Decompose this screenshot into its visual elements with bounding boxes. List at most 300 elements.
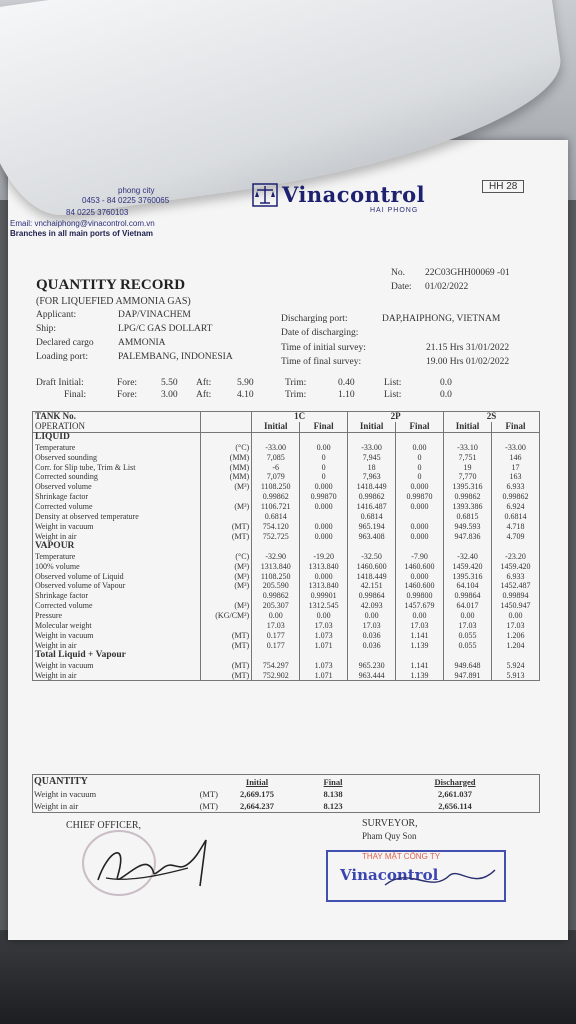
table-row: [33, 512, 540, 522]
empty-cell: [491, 542, 539, 552]
table-cell: 0.99862: [252, 492, 300, 502]
page-title: QUANTITY RECORD: [36, 277, 186, 293]
empty-cell: [252, 651, 300, 661]
row-label: Weight in air: [33, 641, 201, 651]
table-cell: 18: [348, 463, 396, 473]
table-cell: -33.00: [252, 443, 300, 453]
tank-2s: 2S: [444, 412, 540, 422]
table-cell: 1.073: [300, 631, 348, 641]
table-cell: 19: [444, 463, 492, 473]
table-cell: 17: [491, 463, 539, 473]
summary-row: [33, 788, 540, 800]
table-cell: 0.055: [444, 631, 492, 641]
row-label: Temperature: [33, 443, 201, 453]
table-cell: 0.000: [300, 532, 348, 542]
loading-port-value: PALEMBANG, INDONESIA: [118, 352, 233, 362]
table-cell: 1457.679: [396, 601, 444, 611]
table-row: [33, 601, 540, 611]
form-number: HH 28: [482, 180, 524, 193]
table-cell: 0.000: [396, 572, 444, 582]
list-final: 0.0: [440, 390, 452, 400]
table-cell: 17.03: [300, 621, 348, 631]
table-cell: 64.017: [444, 601, 492, 611]
table-row: [33, 443, 540, 453]
table-cell: 754.297: [252, 661, 300, 671]
table-cell: 965.194: [348, 522, 396, 532]
section-label: VAPOUR: [33, 542, 201, 552]
table-cell: 163: [491, 472, 539, 482]
summary-initial-header: Initial: [219, 775, 295, 789]
table-cell: 7,751: [444, 453, 492, 463]
table-cell: 752.725: [252, 532, 300, 542]
final-header: Final: [300, 422, 348, 432]
address-line-2: 0453 - 84 0225 3760065: [82, 196, 170, 205]
table-cell: 17.03: [396, 621, 444, 631]
summary-initial-value: 2,669.175: [240, 789, 274, 799]
fore-initial: 5.50: [161, 378, 178, 388]
section-label: LIQUID: [33, 432, 201, 442]
tank-no-label: TANK No.: [33, 412, 201, 422]
table-cell: 4.718: [491, 522, 539, 532]
table-row: [33, 661, 540, 671]
table-cell: 0.00: [252, 611, 300, 621]
table-cell: 0.99862: [491, 492, 539, 502]
table-row: [33, 671, 540, 681]
final-header: Final: [491, 422, 539, 432]
table-cell: 42.151: [348, 581, 396, 591]
record-number: 22C03GHH00069 -01: [425, 268, 510, 278]
row-unit: (M³): [200, 601, 251, 611]
record-date: 01/02/2022: [425, 282, 469, 292]
table-cell: 1313.840: [300, 581, 348, 591]
table-cell: 7,079: [252, 472, 300, 482]
table-cell: 0.036: [348, 641, 396, 651]
summary-row-label: Weight in vacuum: [33, 788, 178, 800]
table-cell: 0.99894: [491, 591, 539, 601]
logo-text: Vinacontrol: [282, 182, 426, 207]
table-row: [33, 572, 540, 582]
table-cell: 0.99800: [396, 591, 444, 601]
row-label: Weight in vacuum: [33, 661, 201, 671]
table-cell: 0.00: [396, 443, 444, 453]
table-cell: 0.6814: [348, 512, 396, 522]
row-label: Corrected sounding: [33, 472, 201, 482]
row-label: Weight in air: [33, 532, 201, 542]
table-cell: 1.204: [491, 641, 539, 651]
empty-cell: [252, 432, 300, 442]
empty-cell: [491, 432, 539, 442]
table-cell: 7,085: [252, 453, 300, 463]
logo-subtitle: HAI PHONG: [370, 207, 419, 214]
section-row: [33, 651, 540, 661]
table-cell: 7,963: [348, 472, 396, 482]
empty-cell: [300, 651, 348, 661]
stamp-text: THAY MẶT CÔNG TY: [362, 852, 441, 861]
summary-final-value: 8.138: [323, 789, 343, 799]
section-row: [33, 432, 540, 442]
page-subtitle: (FOR LIQUEFIED AMMONIA GAS): [36, 296, 191, 307]
date-of-discharging-label: Date of discharging:: [281, 328, 359, 338]
table-cell: 947.836: [444, 532, 492, 542]
aft-label: Aft:: [196, 378, 212, 388]
table-cell: 963.444: [348, 671, 396, 681]
table-cell: 1416.487: [348, 502, 396, 512]
table-cell: -23.20: [491, 552, 539, 562]
table-cell: 1.073: [300, 661, 348, 671]
row-label: Corrected volume: [33, 601, 201, 611]
row-label: Corrected volume: [33, 502, 201, 512]
table-cell: 947.891: [444, 671, 492, 681]
table-cell: 0.99862: [252, 591, 300, 601]
empty-cell: [348, 432, 396, 442]
row-label: Observed volume of Liquid: [33, 572, 201, 582]
table-cell: 1418.449: [348, 572, 396, 582]
initial-header: Initial: [252, 422, 300, 432]
table-cell: 963.408: [348, 532, 396, 542]
trim-label: Trim:: [285, 378, 307, 388]
aft-label: Aft:: [196, 390, 212, 400]
table-row: [33, 581, 540, 591]
table-cell: 1393.386: [444, 502, 492, 512]
table-cell: 6.933: [491, 482, 539, 492]
table-cell: 1418.449: [348, 482, 396, 492]
table-cell: 1452.487: [491, 581, 539, 591]
table-cell: 0: [396, 472, 444, 482]
table-cell: 0: [396, 463, 444, 473]
row-unit: (MT): [200, 532, 251, 542]
table-cell: 1.141: [396, 661, 444, 671]
row-unit: (M³): [200, 502, 251, 512]
table-cell: 1.206: [491, 631, 539, 641]
table-cell: 1450.947: [491, 601, 539, 611]
unit-cell: [177, 775, 219, 789]
table-row: [33, 621, 540, 631]
table-cell: -32.90: [252, 552, 300, 562]
empty-cell: [200, 651, 251, 661]
table-row: [33, 453, 540, 463]
table-cell: 0.99870: [300, 492, 348, 502]
summary-initial-value: 2,664.237: [219, 800, 295, 813]
table-cell: 754.120: [252, 522, 300, 532]
empty-cell: [444, 432, 492, 442]
table-cell: 0.99864: [444, 591, 492, 601]
table-cell: 17.03: [491, 621, 539, 631]
scales-icon: [252, 183, 278, 207]
trim-label: Trim:: [285, 390, 307, 400]
table-cell: 17.03: [348, 621, 396, 631]
table-cell: 1313.840: [252, 562, 300, 572]
table-cell: 1.139: [396, 641, 444, 651]
unit-cell: [200, 412, 251, 422]
table-row: [33, 502, 540, 512]
table-cell: 1312.545: [300, 601, 348, 611]
table-row: [33, 562, 540, 572]
table-cell: -33.00: [491, 443, 539, 453]
empty-cell: [396, 651, 444, 661]
table-cell: 0.000: [300, 522, 348, 532]
tank-1c: 1C: [252, 412, 348, 422]
row-label: Weight in vacuum: [33, 631, 201, 641]
row-unit: (MT): [200, 661, 251, 671]
row-label: Corr. for Slip tube, Trim & List: [33, 463, 201, 473]
table-cell: 1395.316: [444, 482, 492, 492]
row-unit: (M³): [200, 572, 251, 582]
table-cell: 0.00: [491, 611, 539, 621]
row-unit: (MT): [200, 641, 251, 651]
table-cell: 0.000: [300, 572, 348, 582]
empty-cell: [396, 542, 444, 552]
quantity-label: QUANTITY: [33, 775, 178, 789]
table-cell: -33.10: [444, 443, 492, 453]
table-cell: 949.593: [444, 522, 492, 532]
table-cell: 0.6814: [491, 512, 539, 522]
table-cell: 0.000: [396, 502, 444, 512]
table-cell: 0: [300, 453, 348, 463]
no-label: No.: [391, 268, 405, 278]
section-row: [33, 542, 540, 552]
table-cell: 0.177: [252, 641, 300, 651]
row-label: 100% volume: [33, 562, 201, 572]
draft-final-label: Final:: [64, 390, 87, 400]
table-cell: 0: [396, 453, 444, 463]
table-cell: 0.00: [300, 443, 348, 453]
email-value: vnchaiphong@vinacontrol.com.vn: [34, 219, 155, 228]
email-line: [10, 219, 155, 229]
summary-discharged-value: 2,661.037: [371, 788, 540, 800]
quantity-summary-table: [32, 774, 540, 813]
row-label: Shrinkage factor: [33, 591, 201, 601]
table-cell: 1106.721: [252, 502, 300, 512]
table-cell: 0.00: [444, 611, 492, 621]
row-label: Weight in vacuum: [33, 522, 201, 532]
table-cell: 6.933: [491, 572, 539, 582]
initial-header: Initial: [348, 422, 396, 432]
table-row: [33, 463, 540, 473]
row-unit: [200, 591, 251, 601]
summary-row-unit: (MT): [199, 789, 218, 799]
cargo-label: Declared cargo: [36, 338, 94, 348]
row-unit: (MM): [200, 472, 251, 482]
row-label: Molecular weight: [33, 621, 201, 631]
table-cell: 205.590: [252, 581, 300, 591]
row-label: Density at observed temperature: [33, 512, 201, 522]
table-cell: 0.99862: [444, 492, 492, 502]
table-cell: 4.709: [491, 532, 539, 542]
discharging-port-label: Discharging port:: [281, 314, 348, 324]
empty-cell: [300, 542, 348, 552]
table-row: [33, 631, 540, 641]
row-unit: (M³): [200, 581, 251, 591]
empty-cell: [200, 432, 251, 442]
operation-header-row: [33, 422, 540, 432]
trim-initial: 0.40: [338, 378, 355, 388]
empty-cell: [252, 542, 300, 552]
table-cell: 17.03: [444, 621, 492, 631]
quantity-table: [32, 411, 540, 681]
fore-label: Fore:: [117, 378, 138, 388]
quantity-header-row: [33, 775, 540, 789]
table-cell: 0.00: [300, 611, 348, 621]
table-cell: -19.20: [300, 552, 348, 562]
row-unit: (MT): [200, 631, 251, 641]
table-cell: 0.99901: [300, 591, 348, 601]
empty-cell: [444, 651, 492, 661]
table-cell: 0.000: [300, 482, 348, 492]
initial-survey-label: Time of initial survey:: [281, 343, 366, 353]
table-cell: 1108.250: [252, 572, 300, 582]
table-cell: -7.90: [396, 552, 444, 562]
vinacontrol-logo: [252, 182, 425, 207]
table-cell: 0.6815: [444, 512, 492, 522]
operation-label: OPERATION: [33, 422, 201, 432]
table-cell: 1.071: [300, 671, 348, 681]
email-label: Email:: [10, 219, 33, 228]
row-unit: (°C): [200, 443, 251, 453]
unit-cell: [200, 422, 251, 432]
summary-row-label: Weight in air: [33, 800, 178, 813]
table-cell: 0.177: [252, 631, 300, 641]
chief-officer-signature: [88, 820, 218, 900]
table-cell: 0.99864: [348, 591, 396, 601]
background-bottom: [0, 930, 576, 1024]
row-unit: (°C): [200, 552, 251, 562]
table-cell: 205.307: [252, 601, 300, 611]
trim-final: 1.10: [338, 390, 355, 400]
table-cell: 0.00: [396, 611, 444, 621]
loading-port-label: Loading port:: [36, 352, 88, 362]
table-cell: 1.139: [396, 671, 444, 681]
surveyor-label: SURVEYOR,: [362, 818, 418, 829]
row-label: Weight in air: [33, 671, 201, 681]
table-row: [33, 611, 540, 621]
table-cell: 1460.600: [348, 562, 396, 572]
summary-final-value: 8.123: [295, 800, 371, 813]
row-unit: [200, 512, 251, 522]
cargo-value: AMMONIA: [118, 338, 166, 348]
list-label: List:: [384, 390, 402, 400]
table-cell: 1460.600: [396, 581, 444, 591]
fore-label: Fore:: [117, 390, 138, 400]
fore-final: 3.00: [161, 390, 178, 400]
row-label: Temperature: [33, 552, 201, 562]
address-line-1: phong city: [118, 186, 155, 195]
table-cell: 752.902: [252, 671, 300, 681]
table-row: [33, 552, 540, 562]
section-label: Total Liquid + Vapour: [33, 651, 201, 661]
table-cell: -32.40: [444, 552, 492, 562]
empty-cell: [200, 542, 251, 552]
table-cell: 0.6814: [252, 512, 300, 522]
table-cell: 1459.420: [491, 562, 539, 572]
date-label: Date:: [391, 282, 412, 292]
table-cell: 7,945: [348, 453, 396, 463]
table-cell: 5.913: [491, 671, 539, 681]
empty-cell: [300, 432, 348, 442]
discharging-port-value: DAP,HAIPHONG, VIETNAM: [382, 314, 501, 324]
quantity-table-body: [33, 412, 540, 681]
table-cell: -33.00: [348, 443, 396, 453]
final-survey-label: Time of final survey:: [281, 357, 362, 367]
aft-initial: 5.90: [237, 378, 254, 388]
table-cell: 42.093: [348, 601, 396, 611]
table-cell: 0.99862: [348, 492, 396, 502]
ship-value: LPG/C GAS DOLLART: [118, 324, 213, 334]
table-cell: 1313.840: [300, 562, 348, 572]
summary-discharged-header: Discharged: [371, 775, 540, 789]
table-cell: 7,770: [444, 472, 492, 482]
table-row: [33, 532, 540, 542]
surveyor-name: Pham Quy Son: [362, 831, 417, 841]
table-cell: 6.924: [491, 502, 539, 512]
applicant-value: DAP/VINACHEM: [118, 310, 191, 320]
table-cell: 17.03: [252, 621, 300, 631]
table-cell: 0.00: [348, 611, 396, 621]
row-unit: (MT): [200, 522, 251, 532]
summary-row-unit: (MT): [177, 800, 219, 813]
table-cell: 0.000: [396, 482, 444, 492]
table-cell: 1395.316: [444, 572, 492, 582]
table-row: [33, 492, 540, 502]
table-row: [33, 591, 540, 601]
row-unit: (KG/CM²): [200, 611, 251, 621]
initial-survey-value: 21.15 Hrs 31/01/2022: [426, 343, 510, 353]
row-unit: [200, 621, 251, 631]
row-label: Observed volume: [33, 482, 201, 492]
summary-row: [33, 800, 540, 813]
empty-cell: [348, 542, 396, 552]
address-line-3: 84 0225 3760103: [66, 208, 129, 217]
branches-line: Branches in all main ports of Vietnam: [10, 229, 153, 238]
summary-final-header: Final: [295, 775, 371, 789]
table-cell: 1.141: [396, 631, 444, 641]
table-cell: 0.000: [396, 532, 444, 542]
table-cell: 146: [491, 453, 539, 463]
table-cell: 1108.250: [252, 482, 300, 492]
final-header: Final: [396, 422, 444, 432]
empty-cell: [491, 651, 539, 661]
row-unit: (M³): [200, 482, 251, 492]
table-cell: [396, 512, 444, 522]
table-cell: 0: [300, 472, 348, 482]
row-label: Observed volume of Vapour: [33, 581, 201, 591]
table-cell: 965.230: [348, 661, 396, 671]
empty-cell: [396, 432, 444, 442]
list-label: List:: [384, 378, 402, 388]
initial-header: Initial: [444, 422, 492, 432]
table-cell: -6: [252, 463, 300, 473]
table-cell: 0.99870: [396, 492, 444, 502]
table-cell: [300, 512, 348, 522]
row-unit: (MM): [200, 453, 251, 463]
table-cell: 5.924: [491, 661, 539, 671]
table-cell: 0: [300, 463, 348, 473]
applicant-label: Applicant:: [36, 310, 77, 320]
draft-initial-label: Draft Initial:: [36, 378, 84, 388]
row-label: Pressure: [33, 611, 201, 621]
final-survey-value: 19.00 Hrs 01/02/2022: [426, 357, 510, 367]
list-initial: 0.0: [440, 378, 452, 388]
surveyor-signature: [380, 860, 500, 900]
table-cell: 0.000: [396, 522, 444, 532]
row-unit: (M³): [200, 562, 251, 572]
chief-officer-label: CHIEF OFFICER,: [66, 820, 142, 831]
ship-label: Ship:: [36, 324, 57, 334]
table-cell: 1460.600: [396, 562, 444, 572]
row-unit: (MM): [200, 463, 251, 473]
table-row: [33, 482, 540, 492]
table-cell: 0.036: [348, 631, 396, 641]
table-cell: 0.000: [300, 502, 348, 512]
